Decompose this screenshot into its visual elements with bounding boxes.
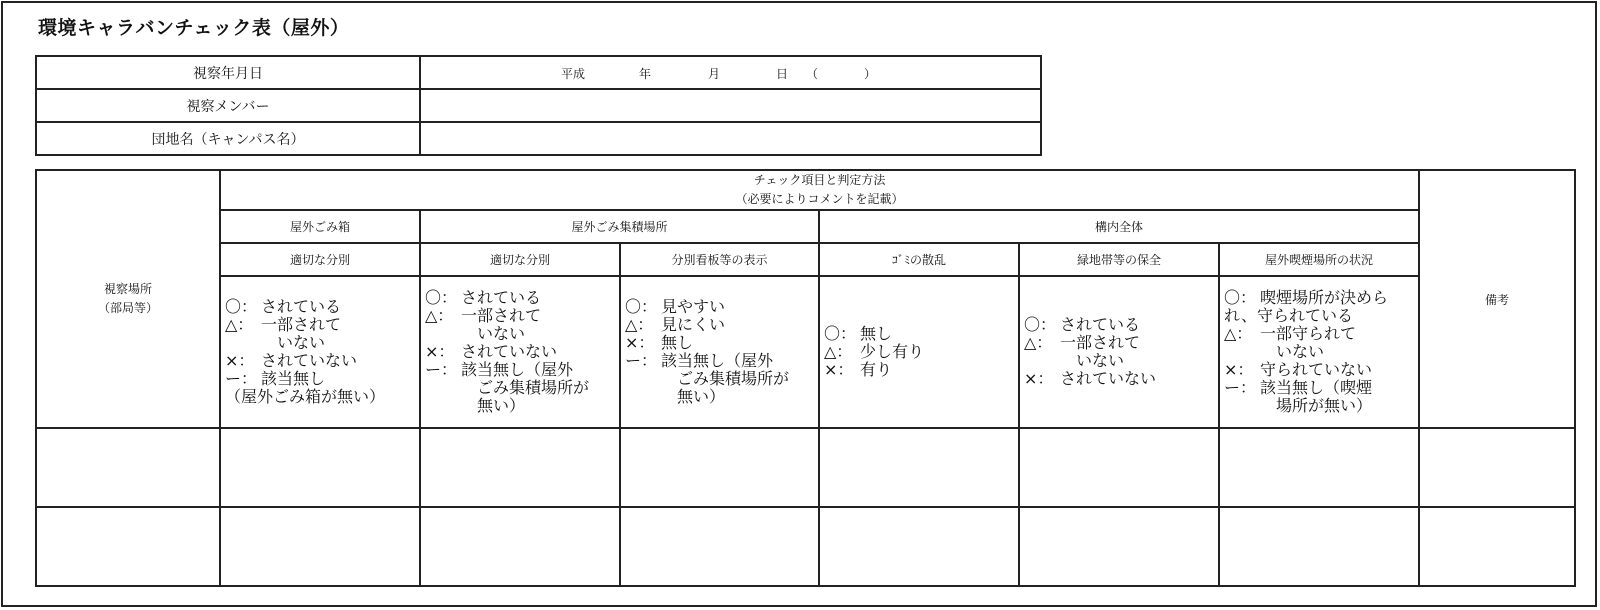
column-header: ｺﾞﾐの散乱: [819, 243, 1019, 276]
criteria-mark: ー：: [625, 351, 658, 370]
criteria-item: [425, 361, 619, 415]
criteria-text: れ、守られている: [1224, 306, 1353, 325]
criteria-text: 一部守られて いない: [1260, 324, 1357, 361]
criteria-item: [225, 298, 419, 316]
criteria-item: [1224, 361, 1418, 379]
check-table: [35, 169, 1576, 587]
criteria-mark: △：: [225, 315, 254, 334]
info-label-members: 視察メンバー: [36, 89, 420, 122]
criteria-mark: 〇：: [225, 297, 258, 316]
criteria-text: 一部されて いない: [261, 315, 342, 352]
criteria-text: 見にくい: [661, 315, 726, 334]
criteria-mark: ×：: [425, 342, 455, 361]
location-header-line1: 視察場所: [103, 282, 152, 296]
criteria-item: [625, 334, 818, 352]
criteria-text: されている: [1060, 315, 1141, 334]
column-header: 屋外喫煙場所の状況: [1219, 243, 1419, 276]
criteria-text: 無し: [661, 333, 694, 352]
criteria-text: されていない: [1060, 369, 1157, 388]
group-campus-wide: 構内全体: [819, 210, 1419, 243]
check-items-header-line2: （必要によりコメントを記載）: [735, 192, 904, 206]
criteria-text: 該当無し（屋外 ごみ集積場所が 無い）: [461, 360, 590, 415]
header-row-top: [36, 170, 1575, 210]
criteria-mark: △：: [824, 342, 853, 361]
header-row-columns: [36, 243, 1575, 276]
date-year-label: 年: [639, 67, 652, 81]
criteria-cell: [620, 276, 819, 428]
entry-cell[interactable]: [620, 428, 819, 507]
criteria-text: 該当無し（喫煙 場所が無い）: [1260, 378, 1373, 415]
criteria-text: 有り: [860, 360, 893, 379]
column-header: 適切な分別: [420, 243, 620, 276]
info-label-date: 視察年月日: [36, 56, 420, 89]
criteria-item: [1224, 325, 1418, 361]
header-row-groups: [36, 210, 1575, 243]
entry-cell[interactable]: [220, 507, 420, 586]
entry-row: [36, 428, 1575, 507]
criteria-mark: ー：: [425, 360, 458, 379]
criteria-item: [625, 352, 818, 406]
date-month-label: 月: [708, 67, 721, 81]
criteria-mark: ×：: [1224, 360, 1254, 379]
criteria-text: 喫煙場所が決めら: [1260, 288, 1389, 307]
entry-remarks-cell[interactable]: [1419, 507, 1575, 586]
entry-cell[interactable]: [420, 507, 620, 586]
criteria-mark: 〇：: [1224, 288, 1257, 307]
criteria-mark: △：: [1024, 333, 1053, 352]
criteria-mark: ー：: [1224, 378, 1257, 397]
info-table: [35, 55, 1042, 156]
criteria-row: [36, 276, 1575, 428]
criteria-item: [824, 343, 1018, 361]
criteria-text: されていない: [461, 342, 558, 361]
criteria-cell: [1219, 276, 1419, 428]
entry-location-cell[interactable]: [36, 428, 220, 507]
column-header: 適切な分別: [220, 243, 420, 276]
remarks-header: 備考: [1419, 170, 1575, 428]
check-items-header-line1: チェック項目と判定方法: [753, 173, 886, 187]
criteria-item: [1024, 370, 1218, 388]
criteria-item: [1224, 307, 1418, 325]
entry-cell[interactable]: [1019, 507, 1219, 586]
criteria-mark: △：: [425, 306, 454, 325]
criteria-text: 無し: [860, 324, 893, 343]
location-header: [36, 170, 220, 428]
criteria-item: [225, 370, 419, 388]
criteria-text: 少し有り: [860, 342, 925, 361]
info-row-site: [36, 122, 1041, 155]
criteria-cell: [420, 276, 620, 428]
info-row-date: [36, 56, 1041, 89]
column-header: 緑地帯等の保全: [1019, 243, 1219, 276]
criteria-item: [1024, 334, 1218, 370]
location-header-line2: （部局等）: [97, 301, 158, 315]
date-paren-open: （: [806, 67, 819, 81]
criteria-cell: [220, 276, 420, 428]
criteria-item: [225, 352, 419, 370]
criteria-mark: 〇：: [625, 297, 658, 316]
criteria-mark: ×：: [824, 360, 854, 379]
criteria-text: 該当無し（屋外 ごみ集積場所が 無い）: [661, 351, 790, 406]
criteria-text: 該当無し: [261, 369, 326, 388]
criteria-cell: [819, 276, 1019, 428]
entry-cell[interactable]: [819, 507, 1019, 586]
members-field[interactable]: [420, 89, 1041, 122]
entry-location-cell[interactable]: [36, 507, 220, 586]
criteria-item: [824, 325, 1018, 343]
criteria-text: されていない: [261, 351, 358, 370]
criteria-text: されている: [261, 297, 342, 316]
criteria-item: [425, 343, 619, 361]
criteria-item: [625, 316, 818, 334]
criteria-mark: 〇：: [824, 324, 857, 343]
check-items-header: [220, 170, 1419, 210]
entry-cell[interactable]: [1019, 428, 1219, 507]
criteria-item: [225, 388, 419, 406]
criteria-mark: ×：: [225, 351, 255, 370]
criteria-mark: ×：: [1024, 369, 1054, 388]
group-outdoor-bins: 屋外ごみ箱: [220, 210, 420, 243]
criteria-text: 見やすい: [661, 297, 726, 316]
criteria-item: [1224, 379, 1418, 415]
criteria-text: （屋外ごみ箱が無い）: [225, 387, 386, 406]
group-collection-site: 屋外ごみ集積場所: [420, 210, 819, 243]
criteria-text: 一部されて いない: [461, 306, 542, 343]
criteria-item: [425, 307, 619, 343]
document-title: 環境キャラバンチェック表（屋外）: [38, 17, 350, 39]
criteria-item: [425, 289, 619, 307]
date-paren-close: ）: [864, 67, 877, 81]
criteria-mark: ー：: [225, 369, 258, 388]
entry-cell[interactable]: [819, 428, 1019, 507]
entry-remarks-cell[interactable]: [1419, 428, 1575, 507]
criteria-mark: 〇：: [425, 288, 458, 307]
column-header: 分別看板等の表示: [620, 243, 819, 276]
criteria-mark: △：: [1224, 324, 1253, 343]
criteria-text: 守られていない: [1260, 360, 1373, 379]
entry-cell[interactable]: [420, 428, 620, 507]
date-field[interactable]: [420, 56, 1041, 89]
entry-cell[interactable]: [620, 507, 819, 586]
entry-cell[interactable]: [1219, 428, 1419, 507]
criteria-item: [824, 361, 1018, 379]
criteria-item: [225, 316, 419, 352]
criteria-cell: [1019, 276, 1219, 428]
entry-row: [36, 507, 1575, 586]
criteria-item: [1224, 289, 1418, 307]
info-row-members: [36, 89, 1041, 122]
criteria-mark: △：: [625, 315, 654, 334]
info-label-site: 団地名（キャンパス名）: [36, 122, 420, 155]
criteria-text: 一部されて いない: [1060, 333, 1141, 370]
criteria-text: されている: [461, 288, 542, 307]
criteria-item: [1024, 316, 1218, 334]
criteria-item: [625, 298, 818, 316]
criteria-mark: 〇：: [1024, 315, 1057, 334]
date-day-label: 日: [776, 67, 789, 81]
entry-cell[interactable]: [220, 428, 420, 507]
criteria-mark: ×：: [625, 333, 655, 352]
date-era: 平成: [561, 67, 586, 81]
entry-cell[interactable]: [1219, 507, 1419, 586]
site-field[interactable]: [420, 122, 1041, 155]
